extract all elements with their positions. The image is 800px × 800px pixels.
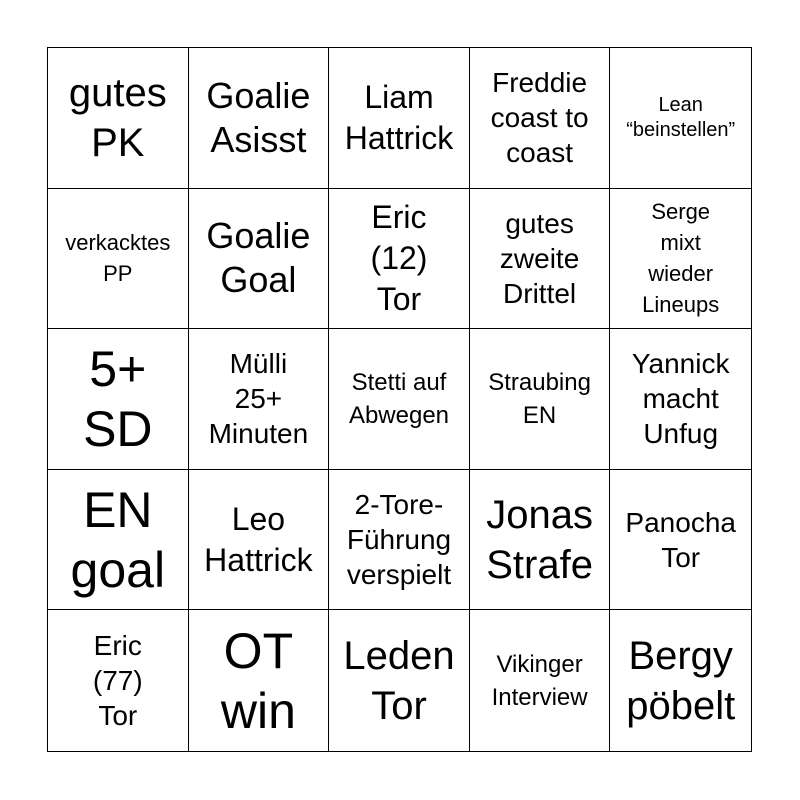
- bingo-cell[interactable]: gutes zweite Drittel: [470, 189, 611, 330]
- bingo-cell[interactable]: Freddie coast to coast: [470, 48, 611, 189]
- bingo-cell[interactable]: Leden Tor: [329, 610, 470, 751]
- bingo-cell[interactable]: Eric (12) Tor: [329, 189, 470, 330]
- bingo-cell[interactable]: OT win: [189, 610, 330, 751]
- bingo-cell[interactable]: Lean “beinstellen”: [610, 48, 751, 189]
- bingo-cell[interactable]: Vikinger Interview: [470, 610, 611, 751]
- bingo-cell[interactable]: Bergy pöbelt: [626, 633, 736, 728]
- bingo-cell[interactable]: 2-Tore- Führung verspielt: [329, 470, 470, 611]
- bingo-cell[interactable]: Serge mixt wieder Lineups: [610, 189, 751, 330]
- bingo-cell[interactable]: gutes PK: [48, 48, 189, 189]
- bingo-cell[interactable]: 5+ SD: [48, 329, 189, 470]
- bingo-cell[interactable]: Jonas Strafe: [470, 470, 611, 611]
- bingo-cell[interactable]: Goalie Asisst: [189, 48, 330, 189]
- bingo-cell[interactable]: Straubing EN: [470, 329, 611, 470]
- bingo-cell[interactable]: Goalie Goal: [189, 189, 330, 330]
- bingo-cell[interactable]: Yannick macht Unfug: [610, 329, 751, 470]
- bingo-cell[interactable]: verkacktes PP: [48, 189, 189, 330]
- bingo-cell[interactable]: Leo Hattrick: [189, 470, 330, 611]
- bingo-cell[interactable]: Eric (77) Tor: [48, 610, 189, 751]
- bingo-cell[interactable]: EN goal: [48, 470, 189, 611]
- bingo-board: [47, 47, 752, 752]
- bingo-cell[interactable]: Liam Hattrick: [329, 48, 470, 189]
- bingo-cell[interactable]: Stetti auf Abwegen: [329, 329, 470, 470]
- bingo-cell[interactable]: Mülli 25+ Minuten: [189, 329, 330, 470]
- bingo-cell[interactable]: Panocha Tor: [610, 470, 751, 611]
